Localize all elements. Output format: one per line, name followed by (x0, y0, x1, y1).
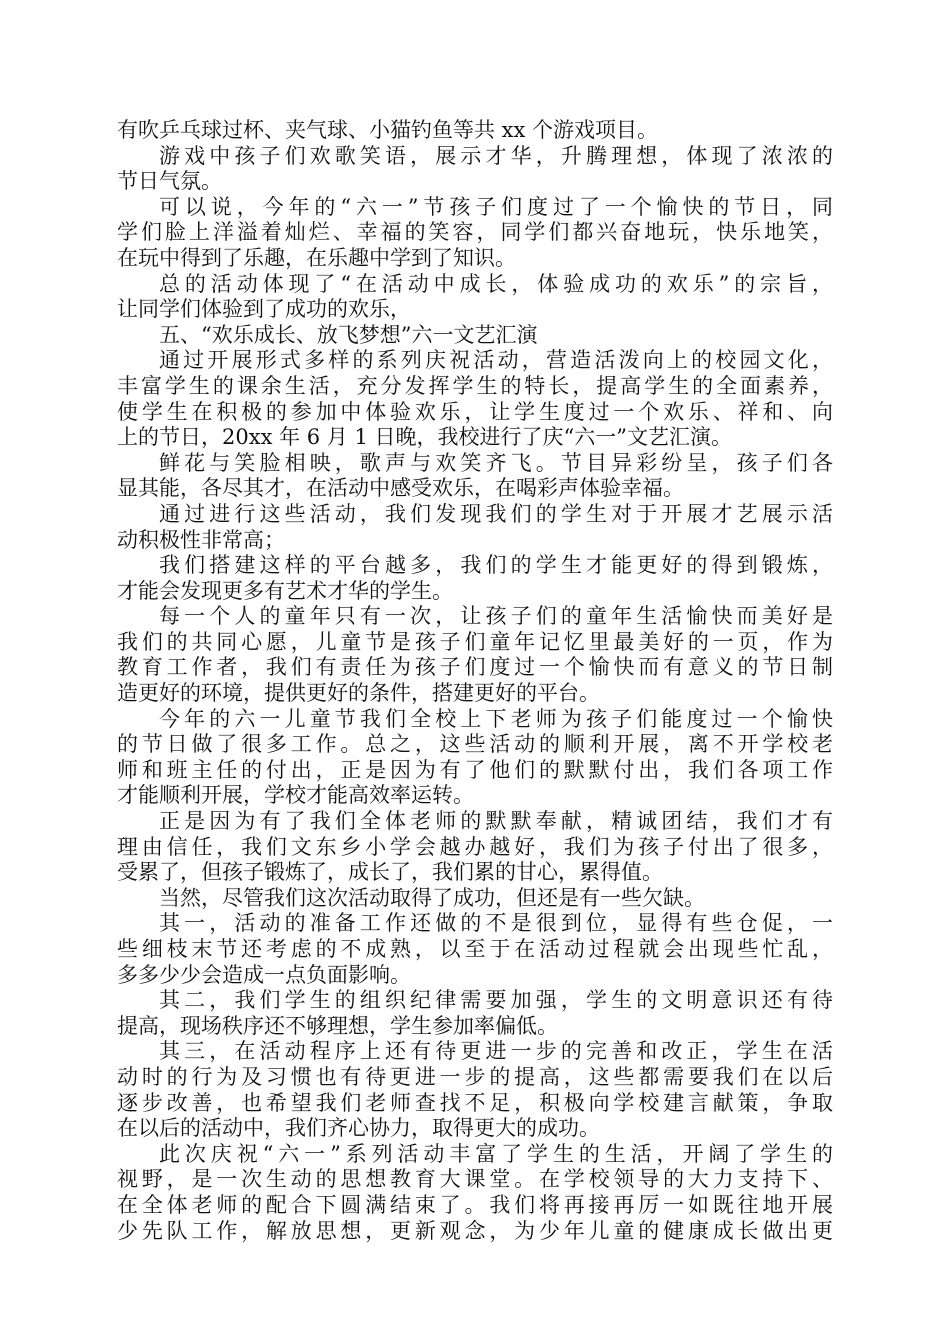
text-line: 通过进行这些活动，我们发现我们的学生对于开展才艺展示活 (159, 501, 833, 526)
text-line: 在以后的活动中，我们齐心协力，取得更大的成功。 (117, 1116, 600, 1141)
text-line: 正是因为有了我们全体老师的默默奉献，精诚团结，我们才有 (159, 809, 833, 834)
text-line: 上的节日，20xx 年 6 月 1 日晚，我校进行了庆“六一”文艺汇演。 (117, 425, 732, 450)
text-line: 受累了，但孩子锻炼了，成长了，我们累的甘心，累得值。 (117, 860, 663, 885)
text-line: 些细枝末节还考虑的不成熟，以至于在活动过程就会出现些忙乱， (117, 937, 833, 961)
text-line: 逐步改善，也希望我们老师查找不足，积极向学校建言献策，争取 (117, 1090, 833, 1115)
text-line: 当然，尽管我们这次活动取得了成功，但还是有一些欠缺。 (159, 885, 705, 910)
text-line: 其一，活动的准备工作还做的不是很到位，显得有些仓促，一 (159, 911, 833, 936)
text-line: 师和班主任的付出，正是因为有了他们的默默付出，我们各项工作 (117, 757, 833, 782)
text-line: 其二，我们学生的组织纪律需要加强，学生的文明意识还有待 (159, 988, 833, 1013)
text-line: 学们脸上洋溢着灿烂、幸福的笑容，同学们都兴奋地玩，快乐地笑， (117, 220, 833, 245)
document-body (117, 118, 833, 1244)
text-line: 提高，现场秩序还不够理想，学生参加率偏低。 (117, 1013, 558, 1038)
text-line: 今年的六一儿童节我们全校上下老师为孩子们能度过一个愉快 (159, 706, 833, 731)
text-line: 在全体老师的配合下圆满结束了。我们将再接再厉一如既往地开展 (117, 1192, 833, 1217)
text-line: 游戏中孩子们欢歌笑语，展示才华，升腾理想，体现了浓浓的 (159, 143, 833, 168)
text-line: 我们搭建这样的平台越多，我们的学生才能更好的得到锻炼， (159, 553, 833, 578)
text-line: 造更好的环境，提供更好的条件，搭建更好的平台。 (117, 681, 600, 706)
text-line: 五、“欢乐成长、放飞梦想”六一文艺汇演 (159, 322, 538, 347)
text-line: 显其能，各尽其才，在活动中感受欢乐，在喝彩声体验幸福。 (117, 476, 684, 501)
text-line: 总的活动体现了“在活动中成长，体验成功的欢乐”的宗旨， (159, 271, 833, 296)
text-line: 丰富学生的课余生活，充分发挥学生的特长，提高学生的全面素养， (117, 373, 833, 398)
text-line: 节日气氛。 (117, 169, 222, 194)
text-line: 使学生在积极的参加中体验欢乐，让学生度过一个欢乐、祥和、向 (117, 399, 833, 424)
text-line: 有吹乒乓球过杯、夹气球、小猫钓鱼等共 xx 个游戏项目。 (117, 118, 659, 142)
text-line: 视野，是一次生动的思想教育大课堂。在学校领导的大力支持下、 (117, 1167, 833, 1192)
text-line: 少先队工作，解放思想，更新观念，为少年儿童的健康成长做出更 (117, 1218, 833, 1243)
text-line: 才能会发现更多有艺术才华的学生。 (117, 578, 453, 603)
text-line: 每一个人的童年只有一次，让孩子们的童年生活愉快而美好是 (159, 604, 833, 629)
text-line: 可以说，今年的“六一”节孩子们度过了一个愉快的节日，同 (159, 194, 833, 219)
text-line: 的节日做了很多工作。总之，这些活动的顺利开展，离不开学校老 (117, 732, 833, 757)
text-line: 我们的共同心愿，儿童节是孩子们童年记忆里最美好的一页，作为 (117, 629, 833, 654)
text-line: 其三，在活动程序上还有待更进一步的完善和改正，学生在活 (159, 1039, 833, 1064)
text-line: 多多少少会造成一点负面影响。 (117, 962, 411, 987)
text-line: 此次庆祝“六一”系列活动丰富了学生的生活，开阔了学生的 (159, 1141, 833, 1166)
text-line: 鲜花与笑脸相映，歌声与欢笑齐飞。节目异彩纷呈，孩子们各 (159, 450, 833, 475)
text-line: 在玩中得到了乐趣，在乐趣中学到了知识。 (117, 245, 516, 270)
text-line: 教育工作者，我们有责任为孩子们度过一个愉快而有意义的节日制 (117, 655, 833, 680)
text-line: 让同学们体验到了成功的欢乐， (117, 297, 411, 322)
text-line: 理由信任，我们文东乡小学会越办越好，我们为孩子付出了很多， (117, 834, 833, 859)
text-line: 动积极性非常高； (117, 527, 285, 552)
text-line: 才能顺利开展，学校才能高效率运转。 (117, 783, 474, 808)
text-line: 动时的行为及习惯也有待更进一步的提高，这些都需要我们在以后 (117, 1064, 833, 1089)
text-line: 通过开展形式多样的系列庆祝活动，营造活泼向上的校园文化， (159, 348, 833, 373)
